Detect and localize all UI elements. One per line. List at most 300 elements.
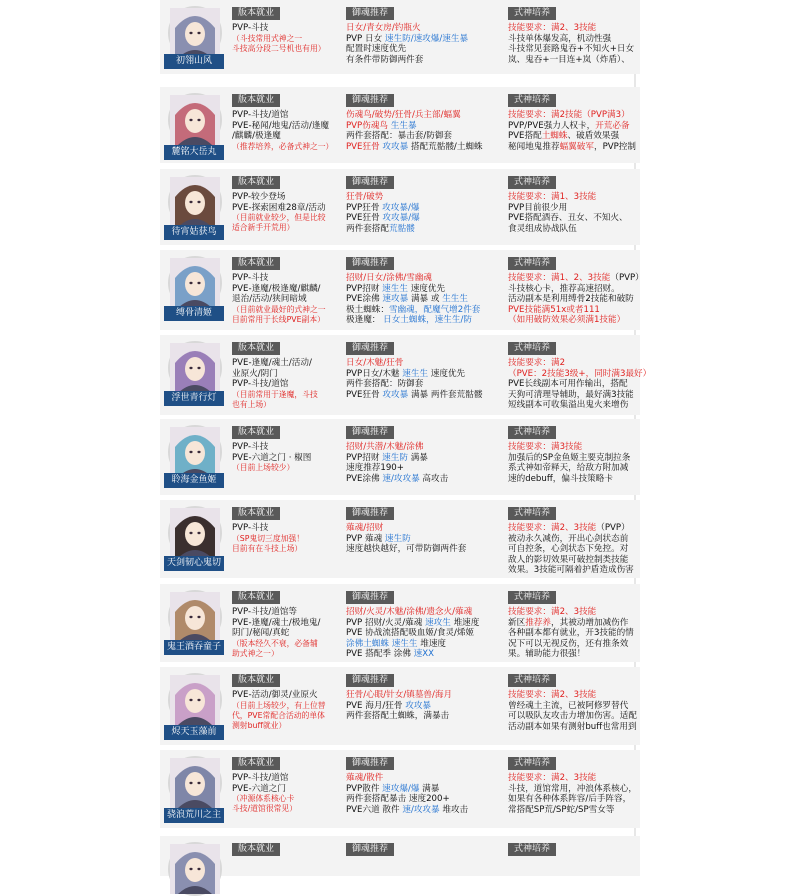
shikigami-avatar: [168, 175, 222, 229]
text-segment: PVE 搭配季 涂佛: [346, 649, 414, 660]
shikigami-row: [160, 500, 640, 578]
text-line: [232, 463, 342, 473]
text-line: [508, 273, 644, 284]
text-segment: 速生生: [382, 283, 408, 294]
text-segment: 斗技/道馆很常见）: [232, 804, 298, 814]
text-segment: PVE-六道之门 · 椒图: [232, 452, 312, 463]
shikigami-name-tag: 聆海金鱼姬: [164, 473, 224, 488]
text-segment: （如用破防效果必须满1技能）: [508, 315, 626, 326]
text-line: [346, 110, 504, 121]
text-line: [232, 690, 342, 701]
text-segment: （PVP）: [596, 523, 630, 533]
text-segment: 技能要求：满2: [508, 358, 566, 368]
text-segment: 速攻生: [425, 617, 451, 628]
text-line: [508, 34, 640, 45]
text-line: [508, 390, 640, 401]
text-line: [508, 805, 640, 816]
mitama-column: [346, 250, 504, 330]
text-line: [232, 711, 342, 721]
shikigami-avatar: [168, 93, 222, 147]
text-segment: 新区: [508, 617, 526, 628]
text-segment: PVP目前很少用: [508, 202, 568, 213]
text-segment: 攻攻暴/爆: [382, 202, 420, 213]
text-segment: PVP-斗技/道馆: [232, 773, 289, 783]
mitama-column-header: 御魂推荐: [346, 94, 394, 107]
mitama-column: [346, 836, 504, 876]
text-line: [232, 379, 342, 390]
text-line: [346, 142, 504, 153]
text-line: [508, 690, 640, 701]
training-column: [508, 335, 652, 415]
text-segment: 堆攻击: [439, 804, 469, 815]
text-line: [508, 628, 640, 639]
text-segment: 业原火/阴门: [232, 368, 278, 379]
text-segment: PVE-探索困难28章/活动: [232, 202, 326, 213]
text-line: [508, 315, 640, 326]
text-segment: 曾经魂土主流，已被阿修罗替代: [508, 700, 629, 711]
text-line: [346, 203, 504, 214]
version-column-header: 版本就业: [232, 426, 280, 439]
text-segment: 生生暴: [390, 120, 417, 131]
version-column: [232, 335, 342, 415]
text-line: [232, 453, 342, 464]
mitama-column: [346, 419, 504, 495]
text-segment: 退治/活动/狭间暗域: [232, 294, 307, 305]
text-segment: 日女土蜘蛛，速生生/防: [383, 315, 472, 326]
mitama-column: [346, 87, 504, 163]
text-line: [508, 192, 640, 203]
training-column: [508, 750, 640, 828]
text-line: [508, 358, 640, 369]
text-segment: 活动副本如果有测射buff也常用到: [508, 721, 637, 732]
text-line: [508, 453, 640, 464]
text-line: [232, 142, 342, 152]
text-line: [346, 794, 504, 805]
text-line: [346, 474, 504, 485]
text-segment: PVE 协战流搭配吸血姬/食灵/烯姬: [346, 628, 475, 639]
text-segment: 高攻击: [419, 473, 449, 484]
text-segment: PVE六道 散件: [346, 804, 403, 815]
text-segment: 攻攻暴: [405, 700, 432, 711]
text-line: [508, 294, 640, 305]
text-line: [346, 544, 504, 555]
text-line: [346, 784, 504, 795]
text-line: [346, 224, 504, 235]
text-line: [508, 284, 640, 295]
training-column-header: 式神培养: [508, 7, 556, 20]
text-segment: PVP狂骨: [346, 202, 383, 213]
training-column-header: 式神培养: [508, 843, 556, 856]
text-segment: 攻攻暴: [382, 141, 409, 152]
shikigami-name-tag: 烬天玉藻前: [164, 725, 224, 740]
text-segment: （SP鬼切三度加强！: [232, 533, 305, 543]
shikigami-name-tag: 鬼王酒吞童子: [164, 640, 224, 655]
training-column: [508, 419, 640, 495]
text-line: [346, 463, 504, 474]
text-line: [346, 453, 504, 464]
text-segment: 攻攻暴/爆: [382, 213, 420, 224]
text-line: [508, 121, 640, 132]
shikigami-name-tag: 初翎山风: [164, 54, 224, 69]
text-segment: 两件套搭配暴击 速度200+: [346, 794, 450, 805]
text-line: [232, 649, 342, 659]
text-segment: 测射buff就业）: [232, 720, 287, 730]
text-segment: 两件套搭配：防御套: [346, 379, 424, 390]
version-column-header: 版本就业: [232, 843, 280, 856]
text-line: [232, 701, 342, 711]
text-segment: PVE涂佛: [346, 294, 383, 305]
version-column: [232, 87, 342, 163]
text-segment: （版本经久不衰，必备辅: [232, 638, 318, 648]
text-segment: 加强后的SP金鱼姬主要克制拉条: [508, 452, 631, 463]
mitama-column: [346, 500, 504, 578]
text-line: [508, 23, 640, 34]
text-segment: PVP 日女: [346, 33, 385, 44]
text-line: [232, 284, 342, 295]
text-segment: 适合新手开荒用）: [232, 223, 295, 233]
avatar-column: [160, 335, 228, 415]
text-segment: 两件套搭配：暴击套/防御套: [346, 131, 453, 142]
training-column-header: 式神培养: [508, 757, 556, 770]
text-segment: PVE 海月/狂骨: [346, 700, 406, 711]
text-segment: 速攻爆/爆: [382, 783, 420, 794]
text-line: [232, 23, 342, 34]
text-line: [508, 400, 640, 411]
text-segment: PVP-斗技: [232, 523, 269, 533]
text-line: [508, 224, 640, 235]
text-line: [508, 442, 640, 453]
text-segment: 目前有在斗技上场）: [232, 543, 303, 553]
text-line: [232, 804, 342, 814]
text-segment: （PVE：2技能3级+，同时满3最好）: [508, 368, 652, 379]
text-line: [508, 213, 640, 224]
text-line: [346, 131, 504, 142]
mitama-column: [346, 169, 504, 245]
text-line: [508, 555, 640, 566]
text-segment: 满暴: [407, 452, 428, 463]
text-line: [346, 618, 504, 629]
text-segment: 土蜘蛛: [541, 131, 568, 142]
training-column: [508, 667, 640, 745]
text-line: [508, 534, 640, 545]
text-segment: （目前就业最好的式神之一: [232, 304, 326, 314]
version-column: [232, 750, 342, 828]
shikigami-name-tag: 缚骨清姬: [164, 306, 224, 321]
text-segment: 速生生: [391, 638, 418, 649]
avatar-column: [160, 500, 228, 578]
version-column: [232, 250, 342, 330]
shikigami-avatar: [168, 673, 222, 727]
version-column-header: 版本就业: [232, 342, 280, 355]
version-column: [232, 419, 342, 495]
text-segment: 也有上场）: [232, 399, 271, 409]
text-segment: 果。辅助能力很强！: [508, 649, 586, 660]
text-line: [508, 794, 640, 805]
text-segment: /麒麟/极逢魔: [232, 131, 281, 142]
text-line: [346, 192, 504, 203]
text-segment: 敌人的影切效果可破控制类技能: [508, 554, 629, 565]
text-segment: 速XX: [413, 649, 435, 660]
text-line: [346, 534, 504, 545]
text-segment: 可自控条，心剑状态下免控。对: [508, 544, 629, 555]
text-line: [346, 379, 504, 390]
text-line: [508, 784, 640, 795]
text-segment: 可以吸队友攻击力增加伤害。适配: [508, 711, 637, 722]
text-line: [346, 523, 504, 534]
text-segment: 斗技高分段二号机也有用）: [232, 43, 326, 53]
text-line: [508, 639, 640, 650]
text-line: [508, 305, 640, 316]
shikigami-name-tag: 天剑韧心鬼切: [164, 556, 224, 571]
text-line: [232, 192, 342, 203]
avatar-column: [160, 87, 228, 163]
text-segment: 被动永久减伤，开出心剑状态前: [508, 533, 629, 544]
text-segment: PVP-斗技: [232, 273, 269, 283]
training-column-header: 式神培养: [508, 591, 556, 604]
text-segment: 堆速度: [417, 638, 447, 649]
shikigami-name-tag: 骁浪荒川之主: [164, 808, 224, 823]
text-segment: 涂佛土蜘蛛: [346, 638, 392, 649]
text-segment: PVE长线副本可用作输出，搭配: [508, 379, 628, 390]
text-segment: 活动副本是利用缚骨2技能和破防: [508, 294, 634, 305]
text-segment: PVE-逢魔/魂土/极地鬼/: [232, 617, 321, 628]
text-segment: 两件套搭配土蜘蛛，满暴击: [346, 711, 450, 722]
text-segment: （PVP）: [610, 273, 644, 283]
mitama-column-header: 御魂推荐: [346, 176, 394, 189]
text-line: [346, 305, 504, 316]
mitama-column: [346, 667, 504, 745]
text-segment: 薙魂/散件: [346, 773, 384, 783]
text-segment: 蝠翼破军: [559, 141, 594, 152]
text-line: [232, 369, 342, 380]
text-segment: 配置时速度优先: [346, 44, 407, 55]
avatar-column: [160, 584, 228, 662]
mitama-column: [346, 0, 504, 74]
training-column-header: 式神培养: [508, 342, 556, 355]
text-segment: PVP/PVE强力人权卡，: [508, 120, 596, 131]
shikigami-row: [160, 250, 644, 330]
version-column-header: 版本就业: [232, 257, 280, 270]
text-segment: 斗技核心卡，推荐高速招财。: [508, 283, 620, 294]
text-segment: PVP-斗技/道馆: [232, 110, 289, 120]
text-segment: 况下可以无视反伤，还有推条效: [508, 638, 629, 649]
text-line: [508, 607, 640, 618]
text-line: [346, 649, 504, 660]
text-line: [346, 442, 504, 453]
shikigami-name-tag: 浮世青行灯: [164, 391, 224, 406]
text-line: [232, 534, 342, 544]
text-line: [508, 474, 640, 485]
text-line: [232, 628, 342, 639]
text-segment: ，其被动增加减伤作: [551, 617, 629, 628]
text-segment: 推荐养: [525, 617, 551, 628]
text-segment: 速生防: [382, 452, 408, 463]
text-segment: 荒骷髅: [388, 223, 415, 234]
text-line: [508, 44, 640, 55]
training-column: [508, 250, 644, 330]
text-line: [508, 463, 640, 474]
text-line: [232, 358, 342, 369]
text-line: [346, 690, 504, 701]
text-line: [232, 400, 342, 410]
version-column: [232, 500, 342, 578]
text-segment: 招财/共潜/木魅/涂佛: [346, 442, 424, 452]
training-column-header: 式神培养: [508, 257, 556, 270]
shikigami-row: [160, 584, 640, 662]
text-segment: 日女/木魅/狂骨: [346, 358, 404, 368]
text-line: [346, 273, 504, 284]
text-segment: 效果。3技能可隔着护盾造成伤害: [508, 565, 634, 576]
mitama-column-header: 御魂推荐: [346, 342, 394, 355]
text-segment: 速度优先: [428, 368, 466, 379]
text-segment: 狂骨/心眼/针女/镇墓兽/海月: [346, 690, 453, 700]
text-segment: 薙魂/招财: [346, 523, 384, 533]
text-line: [346, 369, 504, 380]
text-line: [508, 701, 640, 712]
text-line: [346, 701, 504, 712]
text-segment: PVE-逢魔/极逢魔/麒麟/: [232, 283, 321, 294]
version-column-header: 版本就业: [232, 507, 280, 520]
text-segment: 速/攻攻暴: [402, 804, 440, 815]
text-segment: PVE技能满51x或者111: [508, 304, 600, 315]
mitama-column-header: 御魂推荐: [346, 257, 394, 270]
text-segment: PVE-活动/御灵/业原火: [232, 690, 318, 700]
text-segment: 满暴 两件套荒骷髅: [408, 389, 483, 400]
text-line: [346, 121, 504, 132]
text-segment: 满暴: [419, 783, 440, 794]
text-line: [232, 523, 342, 534]
text-line: [346, 805, 504, 816]
text-segment: PVP伤魂鸟: [346, 120, 391, 131]
shikigami-row: [160, 0, 640, 74]
shikigami-avatar: [168, 425, 222, 479]
text-segment: 技能要求：满1、3技能: [508, 192, 597, 202]
text-line: [508, 565, 640, 576]
mitama-column-header: 御魂推荐: [346, 507, 394, 520]
text-segment: 斗技，道馆常用，冲浪体系核心，: [508, 783, 637, 794]
training-column: [508, 0, 640, 74]
text-segment: PVE-秘闻/地鬼/活动/逢魔: [232, 120, 330, 131]
training-column-header: 式神培养: [508, 674, 556, 687]
mitama-column: [346, 335, 504, 415]
text-line: [346, 213, 504, 224]
mitama-column-header: 御魂推荐: [346, 426, 394, 439]
text-line: [508, 722, 640, 733]
text-line: [508, 55, 640, 66]
training-column-header: 式神培养: [508, 176, 556, 189]
version-column-header: 版本就业: [232, 757, 280, 770]
text-line: [232, 773, 342, 784]
text-line: [232, 273, 342, 284]
mitama-column-header: 御魂推荐: [346, 7, 394, 20]
text-line: [346, 34, 504, 45]
version-column: [232, 584, 342, 662]
text-segment: 技能要求：满2、3技能: [508, 23, 597, 33]
version-column-header: 版本就业: [232, 7, 280, 20]
version-column: [232, 169, 342, 245]
shikigami-row: [160, 87, 640, 163]
text-segment: 技能要求：满2、3技能: [508, 773, 597, 783]
text-line: [232, 442, 342, 453]
text-line: [346, 607, 504, 618]
text-segment: 技能要求：满2、3技能: [508, 690, 597, 700]
text-segment: PVP-斗技: [232, 23, 269, 33]
text-segment: （目前常用于逢魔，斗技: [232, 389, 318, 399]
mitama-column: [346, 750, 504, 828]
text-segment: 技能要求：满2、3技能: [508, 607, 597, 617]
text-segment: 短线副本可收集溢出鬼火来增伤: [508, 400, 629, 411]
text-segment: 雪幽魂，配魔气增2件套: [388, 304, 481, 315]
text-segment: PVE搭配酒吞、丑女、不知火、: [508, 213, 628, 224]
text-segment: PVE狂骨: [346, 213, 383, 224]
shikigami-avatar: [168, 842, 222, 896]
text-line: [508, 379, 640, 390]
text-line: [232, 294, 342, 305]
text-line: [508, 110, 640, 121]
version-column-header: 版本就业: [232, 674, 280, 687]
text-segment: PVP招财: [346, 452, 383, 463]
text-segment: 岚、鬼吞+一目连+岚（炸盾）、: [508, 54, 630, 65]
text-segment: 如果有各种体系阵容/后手阵容，: [508, 794, 632, 805]
text-segment: 极土蜘蛛：: [346, 304, 389, 315]
text-segment: （推荐培养，必备式神之一）: [232, 141, 334, 151]
training-column: [508, 500, 640, 578]
text-segment: PVP-斗技/道馆: [232, 379, 289, 390]
text-segment: 各种副本都有就业，开3技能的情: [508, 628, 634, 639]
avatar-column: [160, 250, 228, 330]
text-segment: 技能要求：满2技能（PVP满3）: [508, 110, 630, 120]
text-line: [232, 794, 342, 804]
text-segment: 目前常用于长线PVE副本）: [232, 314, 325, 324]
text-segment: （目前就业较少，但是比较: [232, 213, 326, 223]
text-line: [346, 711, 504, 722]
text-segment: PVP-斗技: [232, 442, 269, 452]
mitama-column-header: 御魂推荐: [346, 674, 394, 687]
text-segment: PVP招财: [346, 283, 383, 294]
text-line: [508, 368, 652, 380]
shikigami-avatar: [168, 506, 222, 560]
shikigami-row: [160, 419, 640, 495]
text-line: [508, 523, 640, 534]
text-line: [232, 203, 342, 214]
text-line: [232, 44, 342, 54]
text-segment: PVP日女/木魅: [346, 368, 403, 379]
avatar-column: [160, 419, 228, 495]
avatar-column: [160, 750, 228, 828]
version-column-header: 版本就业: [232, 94, 280, 107]
text-segment: 斗技单体爆发高，机动性强: [508, 33, 612, 44]
text-line: [508, 773, 640, 784]
avatar-column: [160, 0, 228, 74]
text-segment: PVE狂骨: [346, 141, 383, 152]
text-segment: PVE涂佛: [346, 473, 383, 484]
text-line: [232, 131, 342, 142]
shikigami-row: [160, 667, 640, 745]
shikigami-row: [160, 335, 652, 415]
text-line: [508, 711, 640, 722]
text-segment: 天狗可清理导辅助，最好满3技能: [508, 389, 634, 400]
text-line: [232, 721, 342, 731]
training-column: [508, 584, 640, 662]
text-segment: （冲源体系核心卡: [232, 794, 295, 804]
version-column: [232, 667, 342, 745]
text-segment: 极逢魔：: [346, 315, 384, 326]
text-line: [346, 294, 504, 305]
text-line: [232, 639, 342, 649]
text-segment: （目前上场较少）: [232, 463, 295, 473]
mitama-column-header: 御魂推荐: [346, 591, 394, 604]
text-line: [346, 44, 504, 55]
